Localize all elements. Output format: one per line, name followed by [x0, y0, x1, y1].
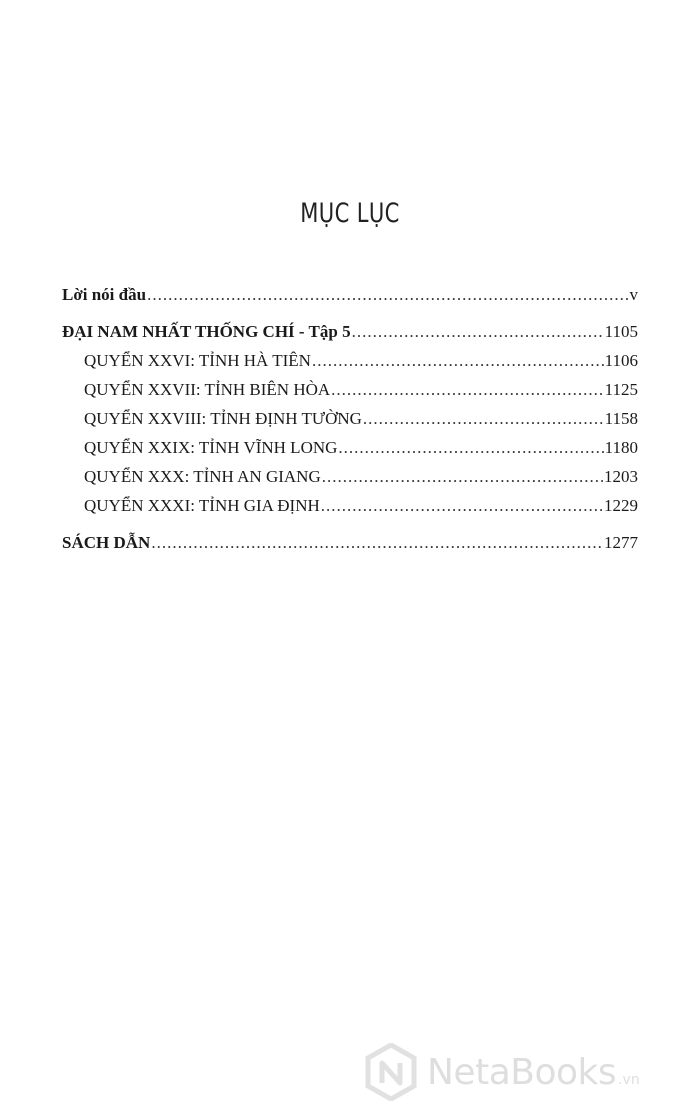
dot-leader	[312, 346, 604, 375]
toc-entry-label: Lời nói đầu	[62, 285, 147, 304]
dot-leader	[338, 433, 603, 462]
dot-leader	[352, 317, 604, 346]
toc-entry-label: QUYỂN XXX: TỈNH AN GIANG	[84, 467, 321, 486]
toc-entry-page: 1125	[604, 380, 638, 399]
toc-entry-volume[interactable]	[62, 317, 638, 346]
toc-entry-page: 1105	[604, 322, 638, 341]
toc-entry-page: 1106	[604, 351, 638, 370]
toc-entry-chapter[interactable]	[62, 404, 638, 433]
dot-leader	[147, 280, 628, 309]
toc-entry-label: QUYỂN XXVII: TỈNH BIÊN HÒA	[84, 380, 331, 399]
toc-entry-page: 1158	[604, 409, 638, 428]
dot-leader	[321, 491, 603, 520]
dot-leader	[363, 404, 604, 433]
toc-entry-index[interactable]	[62, 528, 638, 557]
toc-entry-label: QUYỂN XXVIII: TỈNH ĐỊNH TƯỜNG	[84, 409, 362, 428]
toc-entry-label: ĐẠI NAM NHẤT THỐNG CHÍ - Tập 5	[62, 322, 351, 341]
page-title: MỤC LỤC	[300, 198, 400, 229]
toc-entry-page: 1203	[604, 467, 638, 486]
dot-leader	[331, 375, 603, 404]
toc-entry-chapter[interactable]	[62, 346, 638, 375]
toc-entry-label: QUYỂN XXVI: TỈNH HÀ TIÊN	[84, 351, 311, 370]
dot-leader	[151, 528, 603, 557]
toc-entry-page: v	[629, 285, 638, 304]
netabooks-logo-icon	[365, 1043, 417, 1101]
toc-entry-label: QUYỂN XXIX: TỈNH VĨNH LONG	[84, 438, 338, 457]
watermark	[365, 1040, 640, 1104]
watermark-suffix: .vn	[618, 1072, 640, 1088]
toc-entry-label: QUYỂN XXXI: TỈNH GIA ĐỊNH	[84, 496, 320, 515]
toc-entry-chapter[interactable]	[62, 433, 638, 462]
toc-entry-label: SÁCH DẪN	[62, 533, 151, 552]
toc-entry-preface[interactable]	[62, 280, 638, 309]
toc-entry-page: 1277	[604, 533, 638, 552]
toc-entry-page: 1229	[604, 496, 638, 515]
dot-leader	[322, 462, 603, 491]
toc-entry-chapter[interactable]	[62, 462, 638, 491]
table-of-contents	[62, 280, 638, 557]
toc-entry-chapter[interactable]	[62, 491, 638, 520]
toc-entry-chapter[interactable]	[62, 375, 638, 404]
watermark-text: NetaBooks	[427, 1051, 617, 1093]
toc-entry-page: 1180	[604, 438, 638, 457]
